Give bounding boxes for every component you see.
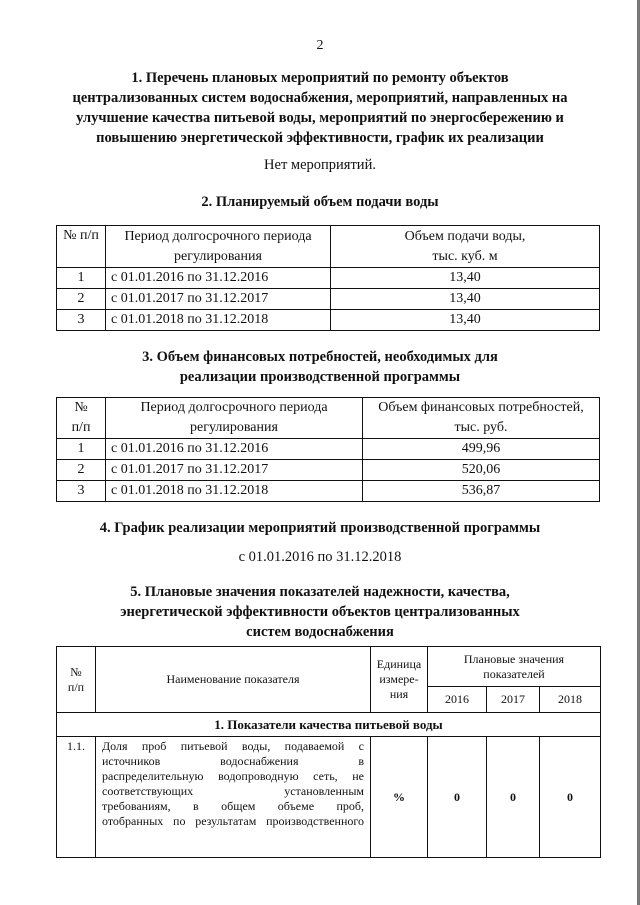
header-line: измере-: [379, 672, 419, 686]
name-line: распределительную водопроводную сеть, не: [102, 769, 364, 783]
col-header-year: 2018: [540, 687, 601, 713]
col-header-period: [106, 226, 331, 268]
header-line: п/п: [71, 420, 91, 435]
cell-value: 0: [428, 737, 487, 858]
indicators-table: [56, 646, 601, 858]
header-line: Период долгосрочного периода: [140, 400, 328, 415]
col-header-year: 2017: [487, 687, 540, 713]
section5-title: [0, 582, 640, 642]
header-line: Объем подачи воды,: [404, 228, 526, 244]
name-line: соответствующих установленным: [102, 784, 364, 798]
col-header-num: № п/п: [57, 226, 106, 268]
header-line: тыс. куб. м: [432, 248, 498, 264]
cell-num: 1: [57, 268, 106, 289]
name-line: требованиям, в общем объеме проб,: [102, 799, 364, 813]
header-line: Период долгосрочного периода: [124, 228, 312, 244]
name-line: источников водоснабжения в: [102, 754, 364, 768]
section1-title-line: повышению энергетической эффективности, график их реализации: [96, 130, 544, 146]
col-header-name: Наименование показателя: [96, 647, 371, 713]
col-header-plan: [428, 647, 601, 687]
cell-value: 520,06: [363, 460, 600, 481]
section3-title-line: 3. Объем финансовых потребностей, необходимых для: [142, 349, 498, 365]
header-line: показателей: [483, 666, 545, 681]
cell-num: 2: [57, 289, 106, 310]
col-header-value: [331, 226, 600, 268]
water-supply-table: [56, 225, 600, 331]
section3-title-line: реализации производственной программы: [179, 369, 461, 385]
table-row: [57, 310, 600, 331]
table-row: [57, 268, 600, 289]
table-row: [57, 460, 600, 481]
header-line: п/п: [67, 679, 85, 694]
cell-num: 1: [57, 439, 106, 460]
header-line: Плановые значения: [463, 651, 565, 666]
section5-title-line: энергетической эффективности объектов централизованных: [120, 604, 520, 620]
col-header-period: [106, 398, 363, 439]
section1-title-line: улучшение качества питьевой воды, мероприятий по энергосбережению и: [76, 110, 564, 126]
col-header-num: [57, 647, 96, 713]
cell-period: с 01.01.2017 по 31.12.2017: [106, 460, 363, 481]
cell-name: [96, 737, 371, 858]
cell-value: 13,40: [331, 289, 600, 310]
cell-num: 3: [57, 481, 106, 502]
cell-value: 0: [487, 737, 540, 858]
section4-period: с 01.01.2016 по 31.12.2018: [238, 549, 402, 565]
col-header-value: [363, 398, 600, 439]
table-row: [57, 289, 600, 310]
table-row: [57, 737, 601, 858]
financial-needs-table: [56, 397, 600, 502]
cell-num: 1.1.: [57, 737, 96, 858]
name-line: отобранных по результатам производственного: [102, 814, 364, 828]
section3-title: [0, 347, 640, 387]
header-line: тыс. руб.: [454, 420, 508, 435]
header-line: Объем финансовых потребностей,: [378, 400, 584, 415]
section5-title-line: 5. Плановые значения показателей надежности, качества,: [130, 584, 510, 600]
section1-title-line: централизованных систем водоснабжения, мероприятий, направленных на: [72, 90, 568, 106]
cell-value: 13,40: [331, 268, 600, 289]
cell-num: 3: [57, 310, 106, 331]
col-header-num: [57, 398, 106, 439]
cell-value: 0: [540, 737, 601, 858]
cell-value: 13,40: [331, 310, 600, 331]
name-line: Доля проб питьевой воды, подаваемой с: [102, 739, 364, 753]
cell-period: с 01.01.2016 по 31.12.2016: [106, 268, 331, 289]
section1-title-line: 1. Перечень плановых мероприятий по ремонту объектов: [131, 70, 509, 86]
section4-title: 4. График реализации мероприятий производственной программы: [99, 520, 541, 536]
table-row: [57, 439, 600, 460]
section1-title: [0, 68, 640, 148]
cell-period: с 01.01.2018 по 31.12.2018: [106, 310, 331, 331]
cell-num: 2: [57, 460, 106, 481]
header-line: Единица: [376, 657, 422, 671]
col-header-year: 2016: [428, 687, 487, 713]
col-header-unit: [371, 647, 428, 713]
header-line: №: [70, 664, 82, 679]
cell-period: с 01.01.2018 по 31.12.2018: [106, 481, 363, 502]
cell-value: 536,87: [363, 481, 600, 502]
header-line: №: [74, 400, 88, 415]
header-line: регулирования: [190, 420, 278, 435]
section5-title-line: систем водоснабжения: [246, 624, 394, 640]
page-number: 2: [316, 38, 324, 53]
header-line: регулирования: [174, 248, 262, 264]
group-row: 1. Показатели качества питьевой воды: [57, 713, 601, 737]
cell-period: с 01.01.2016 по 31.12.2016: [106, 439, 363, 460]
cell-unit: %: [371, 737, 428, 858]
table-row: [57, 481, 600, 502]
cell-period: с 01.01.2017 по 31.12.2017: [106, 289, 331, 310]
section1-note: Нет мероприятий.: [264, 157, 376, 173]
cell-value: 499,96: [363, 439, 600, 460]
section2-title: 2. Планируемый объем подачи воды: [201, 194, 439, 210]
header-line: ния: [389, 687, 409, 701]
